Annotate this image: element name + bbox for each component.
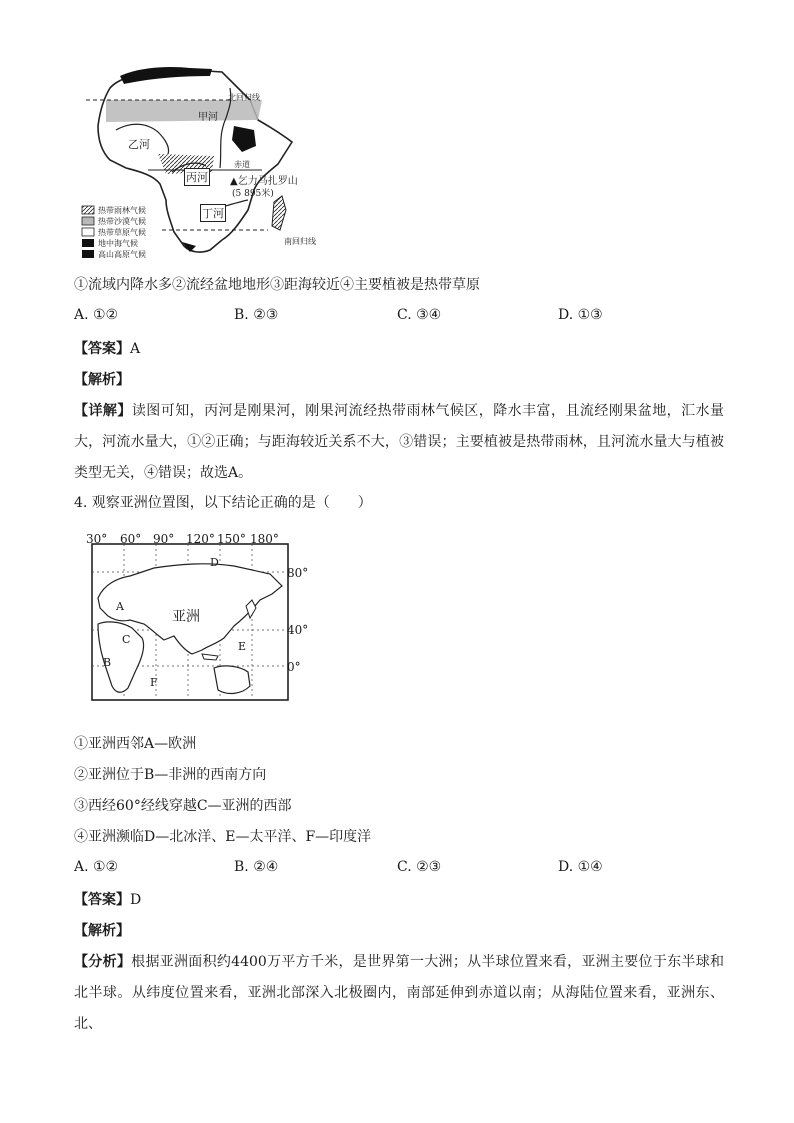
q4-fenxi-text: 根据亚洲面积约4400万平方千米，是世界第一大洲；从半球位置来看，亚洲主要位于东半球和北半球。从纬度位置来看，亚洲北部深入北极圈内，南部延伸到赤道以南；从海陆位置来看，亚洲东、北、: [74, 954, 724, 1032]
legend-desert: 热带沙漠气候: [98, 217, 146, 226]
label-river-ding: 丁河: [200, 204, 226, 222]
q3-option-b[interactable]: B. ②③: [234, 307, 279, 323]
q3-detail-text: 读图可知，丙河是刚果河，刚果河流经热带雨林气候区，降水丰富，且流经刚果盆地，汇水量大，河流水量大，①②正确；与距海较近关系不大，③错误；主要植被是热带雨林，且河流水量大与植被类型无关，④错误；故选A。: [74, 403, 725, 481]
q4-answer-label: 【答案】: [74, 892, 130, 908]
label-kilimanjaro: ▲乞力马扎罗山: [230, 176, 298, 187]
q4-analysis-label: [74, 921, 130, 941]
label-river-jia: 甲河: [198, 112, 218, 123]
australia-landmass: [214, 666, 250, 694]
q4-option-a[interactable]: A. ①②: [74, 859, 119, 875]
q4-statement-1: ①亚洲西邻A—欧洲: [74, 736, 197, 752]
q4-option-c[interactable]: C. ②③: [397, 859, 442, 875]
legend-swatch-rainforest: [82, 206, 94, 214]
q3-analysis-label-text: 【解析】: [74, 372, 130, 388]
asia-tick-90: 90°: [153, 532, 175, 546]
label-kilimanjaro-height: (5 895米): [232, 189, 274, 199]
asia-letter-f: F: [150, 676, 158, 689]
asia-tick-30: 30°: [86, 532, 108, 546]
asia-tick-60: 60°: [120, 532, 142, 546]
q3-option-d[interactable]: D. ①③: [558, 307, 603, 323]
q3-detail-label: 【详解】: [74, 403, 132, 419]
asia-letter-d: D: [210, 556, 219, 569]
legend-swatch-desert: [82, 217, 94, 225]
asia-continent-label: 亚洲: [172, 609, 200, 625]
q4-analysis-label-text: 【解析】: [74, 923, 130, 939]
legend-highland: 高山高原气候: [98, 250, 146, 259]
legend-swatch-mediterranean: [82, 239, 94, 247]
q4-answer-value: D: [130, 892, 142, 908]
q3-detail: [74, 396, 724, 489]
q4-statement-2: ②亚洲位于B—非洲的西南方向: [74, 767, 267, 783]
q3-answer-label: 【答案】: [74, 341, 130, 357]
asia-tick-180: 180°: [250, 532, 279, 546]
label-equator: 赤道: [234, 160, 250, 169]
desert-zone: [106, 100, 262, 122]
asia-tick-150: 150°: [217, 532, 246, 546]
label-river-bing: 丙河: [184, 168, 210, 186]
q4-statement-3: ③西经60°经线穿越C—亚洲的西部: [74, 798, 292, 814]
q4-fenxi-label: 【分析】: [74, 954, 132, 970]
asia-tick-0: 0°: [287, 660, 301, 674]
label-river-yi: 乙河: [128, 138, 150, 151]
q3-option-c[interactable]: C. ③④: [397, 307, 442, 323]
q4-option-b[interactable]: B. ②④: [234, 859, 279, 875]
asia-letter-c: C: [122, 633, 131, 646]
label-tropic-cancer: 北回归线: [228, 93, 260, 102]
legend-rainforest: 热带雨林气候: [98, 206, 146, 215]
q3-option-a[interactable]: A. ①②: [74, 307, 119, 323]
q3-analysis-label: [74, 370, 130, 390]
q3-statements: ①流域内降水多②流经盆地地形③距海较近④主要植被是热带草原: [74, 277, 480, 293]
asia-tick-40n: 40°: [287, 623, 309, 637]
q4-fenxi: [74, 947, 724, 1040]
q4-option-d[interactable]: D. ①④: [558, 859, 603, 875]
asia-letter-b: B: [103, 656, 112, 669]
asia-tick-120: 120°: [186, 532, 215, 546]
madagascar: [272, 196, 286, 230]
legend-swatch-savanna: [82, 228, 94, 236]
label-tropic-capricorn: 南回归线: [284, 237, 316, 246]
q4-stem: 4. 观察亚洲位置图，以下结论正确的是（ ）: [74, 495, 372, 511]
asia-letter-a: A: [116, 600, 124, 613]
q3-answer-value: A: [130, 341, 141, 357]
asia-letter-e: E: [238, 640, 247, 653]
legend-swatch-highland: [82, 250, 94, 258]
q3-answer: [74, 339, 140, 359]
asia-tick-80n: 80°: [287, 566, 309, 580]
legend-savanna: 热带草原气候: [98, 228, 146, 237]
q4-statement-4: ④亚洲濒临D—北冰洋、E—太平洋、F—印度洋: [74, 829, 372, 845]
legend-mediterranean: 地中海气候: [98, 239, 138, 248]
q4-answer: [74, 890, 141, 910]
